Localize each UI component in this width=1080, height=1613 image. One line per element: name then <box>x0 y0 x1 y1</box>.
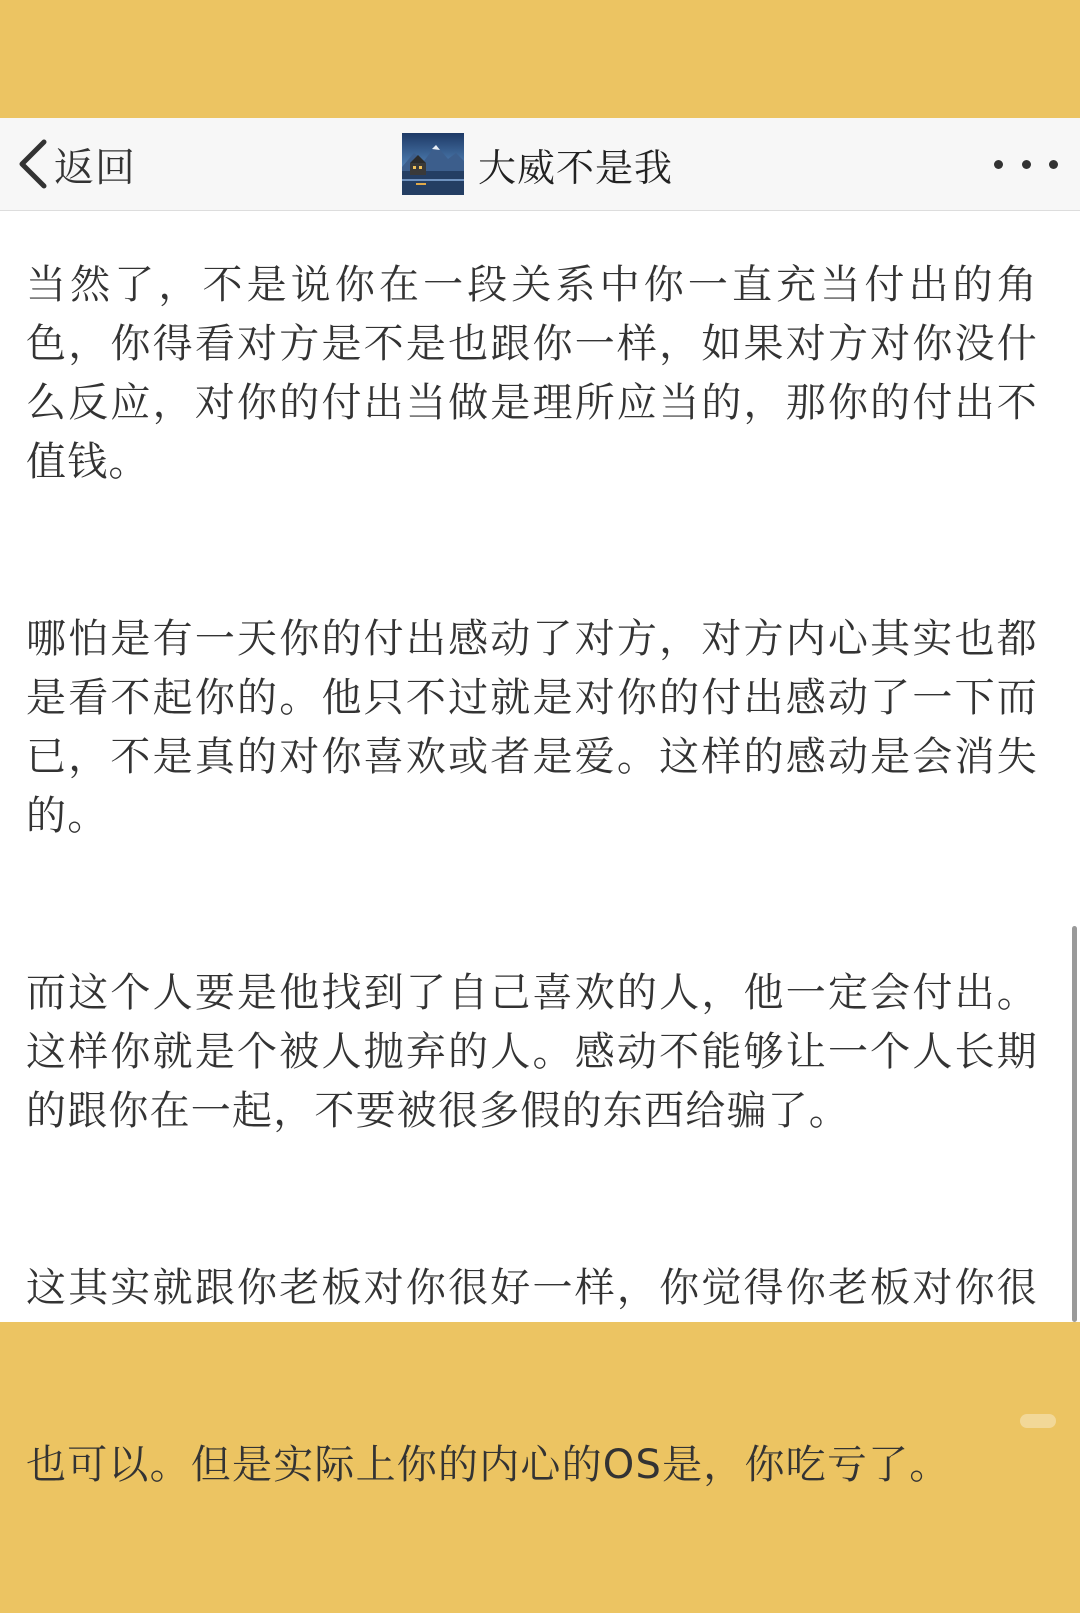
scrollbar[interactable] <box>1072 926 1077 1322</box>
paragraph: 当然了，不是说你在一段关系中你一直充当付出的角色，你得看对方是不是也跟你一样，如果对方对你没什么反应，对你的付出当做是理所应当的，那你的付出不值钱。 <box>26 262 1038 485</box>
paragraph: 哪怕是有一天你的付出感动了对方，对方内心其实也都是看不起你的。他只不过就是对你的付出感动了一下而已，不是真的对你喜欢或者是爱。这样的感动是会消失的。 <box>26 616 1038 839</box>
top-background-band <box>0 0 1080 118</box>
back-label: 返回 <box>54 144 136 191</box>
user-profile[interactable] <box>402 124 673 204</box>
more-options-button[interactable] <box>994 146 1058 182</box>
screenshot-frame <box>0 118 1080 1488</box>
navigation-bar <box>0 118 1080 211</box>
paragraph: 而这个人要是他找到了自己喜欢的人，他一定会付出。这样你就是个被人抛弃的人。感动不能够让一个人长期的跟你在一起，不要被很多假的东西给骗了。 <box>26 970 1038 1134</box>
more-dot-icon <box>1022 160 1031 169</box>
avatar[interactable] <box>402 133 464 195</box>
paragraph: 这其实就跟你老板对你很好一样，你觉得你老板对你很 也可以。但是实际上你的内心的OS是，你吃亏了。 <box>26 1265 1038 1488</box>
user-name[interactable]: 大威不是我 <box>478 145 674 190</box>
more-dot-icon <box>994 160 1003 169</box>
back-button[interactable] <box>14 128 136 200</box>
chevron-left-icon <box>14 134 50 194</box>
watermark <box>1020 1414 1056 1428</box>
bottom-background-band <box>0 1322 1080 1440</box>
more-dot-icon <box>1049 160 1058 169</box>
